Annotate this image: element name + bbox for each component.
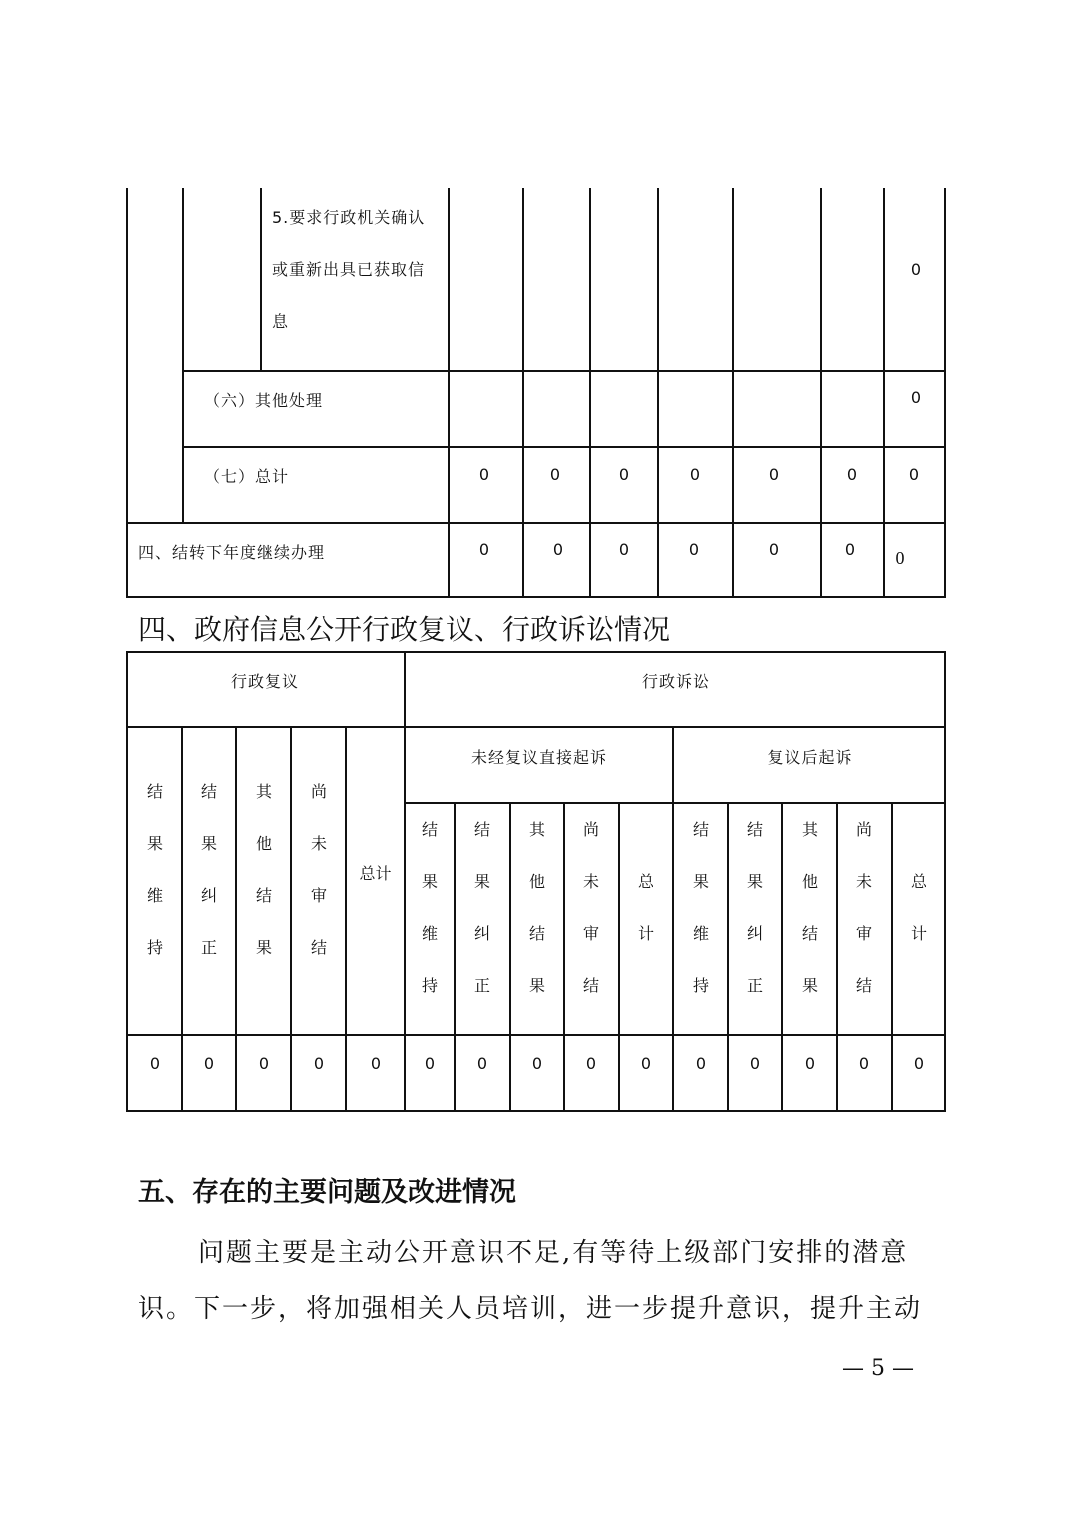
section4-title: 四、政府信息公开行政复议、行政诉讼情况 xyxy=(138,613,671,646)
row-sum-value: 0 xyxy=(908,465,920,484)
after-review-litigation-header: 复议后起诉 xyxy=(767,748,853,767)
label-line: 或重新出具已获取信 xyxy=(272,260,426,279)
review-col-pending: 尚 未 审 结 xyxy=(310,782,327,957)
value-cell: 0 xyxy=(313,1054,325,1073)
after-col-other: 其 他 结 果 xyxy=(801,820,818,995)
review-col-corrected: 结 果 纠 正 xyxy=(200,782,217,957)
admin-litigation-header: 行政诉讼 xyxy=(641,672,710,691)
row-carry-label: 四、结转下年度继续办理 xyxy=(138,543,326,562)
value-cell: 0 xyxy=(531,1054,543,1073)
direct-litigation-header: 未经复议直接起诉 xyxy=(470,748,607,767)
review-litigation-table xyxy=(126,651,946,1112)
value-cell: 0 xyxy=(913,1054,925,1073)
label-line: 5.要求行政机关确认 xyxy=(272,208,426,227)
direct-col-total: 总 计 xyxy=(637,872,654,943)
after-col-pending: 尚 未 审 结 xyxy=(855,820,872,995)
paragraph-line: 问题主要是主动公开意识不足,有等待上级部门安排的潜意 xyxy=(198,1238,909,1268)
row-sum-value: 0 xyxy=(846,465,858,484)
row-confirm-total: 0 xyxy=(910,260,922,279)
row-carry-value: 0 xyxy=(552,540,564,559)
row-carry-value: 0 xyxy=(895,548,905,568)
disposal-table-continuation xyxy=(126,188,946,598)
label-line: 息 xyxy=(272,312,290,331)
admin-review-header: 行政复议 xyxy=(230,672,299,691)
row-confirm-label xyxy=(272,192,425,348)
row-sum-value: 0 xyxy=(618,465,630,484)
value-cell: 0 xyxy=(858,1054,870,1073)
value-cell: 0 xyxy=(203,1054,215,1073)
review-col-other: 其 他 结 果 xyxy=(255,782,272,957)
page-number: — 5 — xyxy=(842,1356,914,1381)
direct-col-other: 其 他 结 果 xyxy=(528,820,545,995)
paragraph-line: 识。下一步，将加强相关人员培训，进一步提升意识，提升主动 xyxy=(138,1294,923,1324)
row-sum-value: 0 xyxy=(549,465,561,484)
value-cell: 0 xyxy=(476,1054,488,1073)
value-cell: 0 xyxy=(149,1054,161,1073)
value-cell: 0 xyxy=(804,1054,816,1073)
value-cell: 0 xyxy=(585,1054,597,1073)
direct-col-corrected: 结 果 纠 正 xyxy=(473,820,490,995)
review-col-total: 总计 xyxy=(359,864,392,883)
direct-col-pending: 尚 未 审 结 xyxy=(582,820,599,995)
row-other-total: 0 xyxy=(910,388,922,407)
direct-col-upheld: 结 果 维 持 xyxy=(421,820,438,995)
value-cell: 0 xyxy=(258,1054,270,1073)
row-sum-label: （七）总计 xyxy=(204,467,290,486)
value-cell: 0 xyxy=(640,1054,652,1073)
row-carry-value: 0 xyxy=(844,540,856,559)
row-carry-value: 0 xyxy=(688,540,700,559)
row-sum-value: 0 xyxy=(768,465,780,484)
value-cell: 0 xyxy=(749,1054,761,1073)
row-other-label: （六）其他处理 xyxy=(204,391,324,410)
row-carry-value: 0 xyxy=(478,540,490,559)
row-carry-value: 0 xyxy=(768,540,780,559)
value-cell: 0 xyxy=(695,1054,707,1073)
after-col-corrected: 结 果 纠 正 xyxy=(746,820,763,995)
value-cell: 0 xyxy=(424,1054,436,1073)
row-sum-value: 0 xyxy=(689,465,701,484)
review-col-upheld: 结 果 维 持 xyxy=(146,782,163,957)
row-sum-value: 0 xyxy=(478,465,490,484)
after-col-upheld: 结 果 维 持 xyxy=(692,820,709,995)
value-cell: 0 xyxy=(370,1054,382,1073)
row-carry-value: 0 xyxy=(618,540,630,559)
after-col-total: 总 计 xyxy=(910,872,927,943)
section5-title: 五、存在的主要问题及改进情况 xyxy=(138,1177,516,1208)
